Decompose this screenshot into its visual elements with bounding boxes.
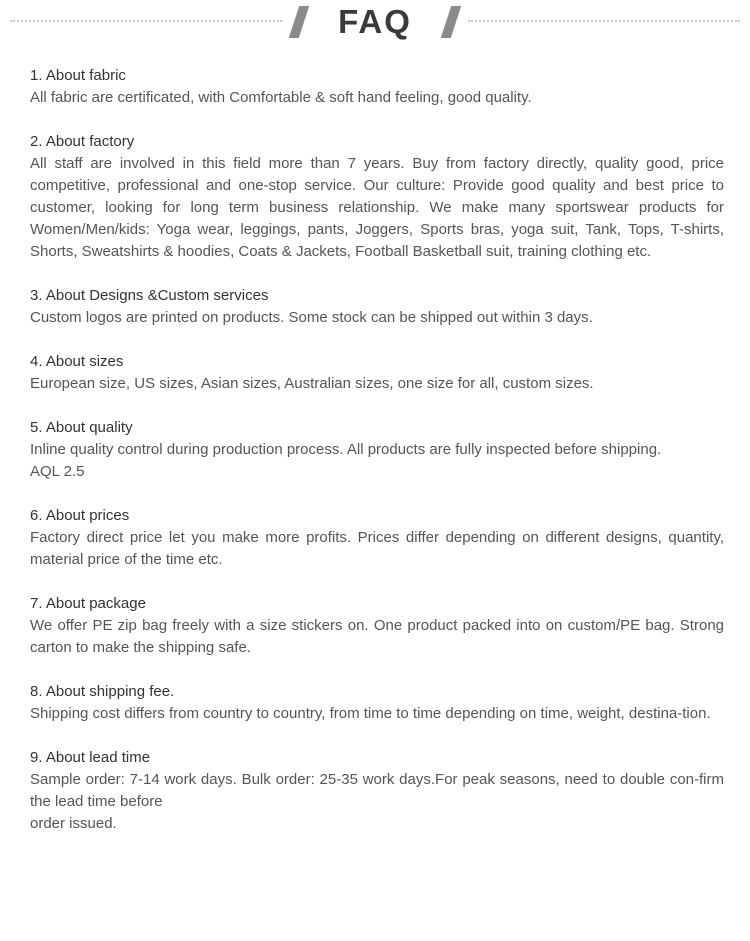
faq-answer (30, 307, 724, 329)
answer-line: Inline quality control during production process. All products are fully inspected before shipping. (30, 441, 662, 458)
answer-line: All fabric are certificated, with Comfortable & soft hand feeling, good quality. (30, 89, 532, 106)
faq-question: 7. About package (30, 595, 146, 612)
dotted-divider-right (468, 20, 740, 22)
faq-question: 1. About fabric (30, 67, 126, 84)
faq-header (0, 0, 750, 45)
faq-question: 4. About sizes (30, 353, 124, 370)
faq-answer (30, 153, 724, 263)
faq-question: 8. About shipping fee. (30, 683, 175, 700)
faq-answer (30, 87, 724, 109)
answer-line: order issued. (30, 815, 117, 832)
faq-item-fabric (30, 65, 724, 109)
faq-answer (30, 703, 724, 725)
faq-list (30, 65, 724, 857)
answer-line: Factory direct price let you make more profits. Prices differ depending on different designs, quantity, material price of the time etc. (30, 529, 724, 568)
faq-answer (30, 769, 724, 835)
faq-item-package (30, 593, 724, 659)
faq-answer (30, 615, 724, 659)
answer-line: Shipping cost differs from country to country, from time to time depending on time, weight, destina-tion. (30, 705, 711, 722)
answer-line: All staff are involved in this field more than 7 years. Buy from factory directly, quality good, price competitive, professional and one-stop service. Our culture: Provide good quality and best price to customer, looking for long term business relationship. We make many sportswear products for Women/Men/kids: Yoga wear, leggings, pants, Joggers, Sports bras, yoga suit, Tank, Tops, T-shirts, Shorts, Sweatshirts & hoodies, Coats & Jackets, Football Basketball suit, training clothing etc. (30, 155, 724, 260)
answer-line: Sample order: 7-14 work days. Bulk order: 25-35 work days.For peak seasons, need to double con-firm the lead time before (30, 771, 724, 810)
page-title: FAQ (338, 3, 412, 40)
faq-question: 6. About prices (30, 507, 130, 524)
faq-item-designs (30, 285, 724, 329)
answer-line: European size, US sizes, Asian sizes, Australian sizes, one size for all, custom sizes. (30, 375, 594, 392)
faq-item-prices (30, 505, 724, 571)
faq-answer (30, 439, 724, 483)
faq-question: 9. About lead time (30, 749, 151, 766)
faq-question: 3. About Designs &Custom services (30, 287, 269, 304)
faq-answer (30, 527, 724, 571)
faq-item-factory (30, 131, 724, 263)
faq-question: 5. About quality (30, 419, 133, 436)
faq-answer (30, 373, 724, 395)
faq-question: 2. About factory (30, 133, 135, 150)
faq-item-shipping-fee (30, 681, 724, 725)
faq-item-quality (30, 417, 724, 483)
answer-line: Custom logos are printed on products. Some stock can be shipped out within 3 days. (30, 309, 593, 326)
answer-line: AQL 2.5 (30, 463, 85, 480)
faq-item-sizes (30, 351, 724, 395)
answer-line: We offer PE zip bag freely with a size stickers on. One product packed into on custom/PE bag. Strong carton to make the shipping safe. (30, 617, 724, 656)
faq-item-lead-time (30, 747, 724, 835)
